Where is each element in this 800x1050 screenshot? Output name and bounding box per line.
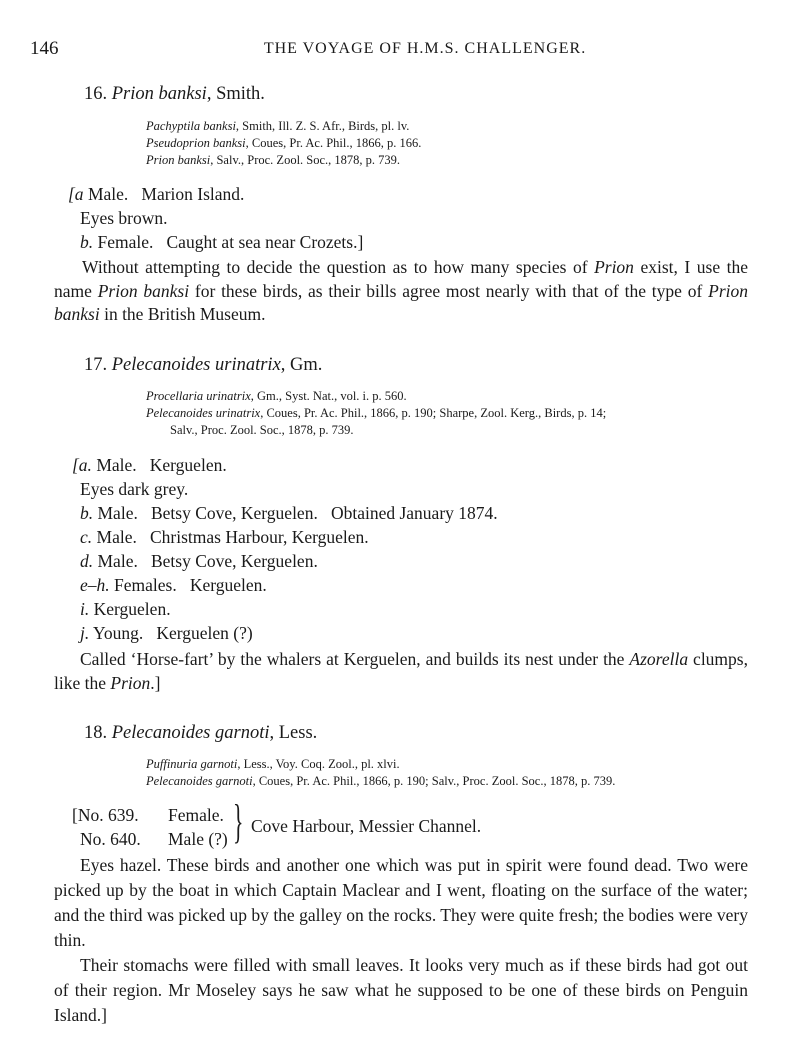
- specimen-line: i. Kerguelen.: [80, 599, 171, 619]
- specimen-line: [a Male. Marion Island.: [68, 184, 245, 204]
- note-paragraph: Called ‘Horse-fart’ by the whalers at Kerguelen, and builds its nest under the Azorella clumps, like the Prion.]: [54, 649, 748, 693]
- specimen-line: Male (?): [168, 829, 228, 849]
- page-number: 146: [30, 38, 59, 59]
- note-paragraph: Their stomachs were filled with small leaves. It looks very much as if these birds had got out of their region. Mr Moseley says he saw what he supposed to be one of these birds on Penguin Island.]: [54, 955, 748, 1025]
- note-paragraph: Eyes hazel. These birds and another one which was put in spirit were found dead. Two were picked up by the boat in which Captain Maclear and I went, floating on the surface of the water; and the third was picked up by the galley on the rocks. They were quite fresh; the bodies were very thin.: [54, 855, 748, 950]
- specimen-line: Eyes brown.: [80, 208, 168, 228]
- synonymy-block: Procellaria urinatrix, Gm., Syst. Nat., vol. i. p. 560. Pelecanoides urinatrix, Coues, Pr. Ac. Phil., 1866, p. 190; Sharpe, Zool. Kerg., Birds, p. 14; Salv., Proc. Zool. Soc., 1878, p. 739.: [146, 389, 607, 437]
- specimen-line: j. Young. Kerguelen (?): [80, 623, 253, 643]
- specimen-line: Female.: [168, 805, 224, 825]
- species-name: Pelecanoides urinatrix: [111, 355, 281, 375]
- synonymy-block: Pachyptila banksi, Smith, Ill. Z. S. Afr., Birds, pl. lv. Pseudoprion banksi, Coues, Pr. Ac. Phil., 1866, p. 166. Prion banksi, Salv., Proc. Zool. Soc., 1878, p. 739.: [146, 119, 422, 167]
- specimen-line: [a. Male. Kerguelen.: [72, 455, 227, 475]
- specimen-line: e–h. Females. Kerguelen.: [80, 575, 267, 595]
- species-name: Pelecanoides garnoti: [111, 723, 270, 743]
- specimen-line: b. Female. Caught at sea near Crozets.]: [80, 232, 364, 252]
- synonymy-block: Puffinuria garnoti, Less., Voy. Coq. Zool., pl. xlvi. Pelecanoides garnoti, Coues, Pr. Ac. Phil., 1866, p. 190; Salv., Proc. Zool. Soc., 1878, p. 739.: [146, 757, 616, 788]
- brace-symbol: }: [233, 795, 244, 848]
- specimen-line: Eyes dark grey.: [80, 479, 189, 499]
- note-paragraph: Without attempting to decide the question as to how many species of Prion exist, I use the name Prion banksi for these birds, as their bills agree most nearly with that of the type of Prion banksi in the British Museum.: [54, 257, 748, 324]
- specimen-line: No. 640.: [80, 829, 141, 849]
- running-title: THE VOYAGE OF H.M.S. CHALLENGER.: [263, 40, 587, 57]
- species-heading: 16. Prion banksi, Smith.: [84, 84, 265, 104]
- specimen-line: b. Male. Betsy Cove, Kerguelen. Obtained January 1874.: [80, 503, 498, 523]
- specimen-line: d. Male. Betsy Cove, Kerguelen.: [80, 551, 318, 571]
- specimen-line: [No. 639.: [72, 805, 139, 825]
- species-heading: 17. Pelecanoides urinatrix, Gm.: [84, 355, 323, 375]
- specimen-line: c. Male. Christmas Harbour, Kerguelen.: [80, 527, 369, 547]
- brace-locality: Cove Harbour, Messier Channel.: [251, 816, 482, 836]
- species-heading: 18. Pelecanoides garnoti, Less.: [84, 723, 318, 743]
- species-name: Prion banksi: [111, 84, 207, 104]
